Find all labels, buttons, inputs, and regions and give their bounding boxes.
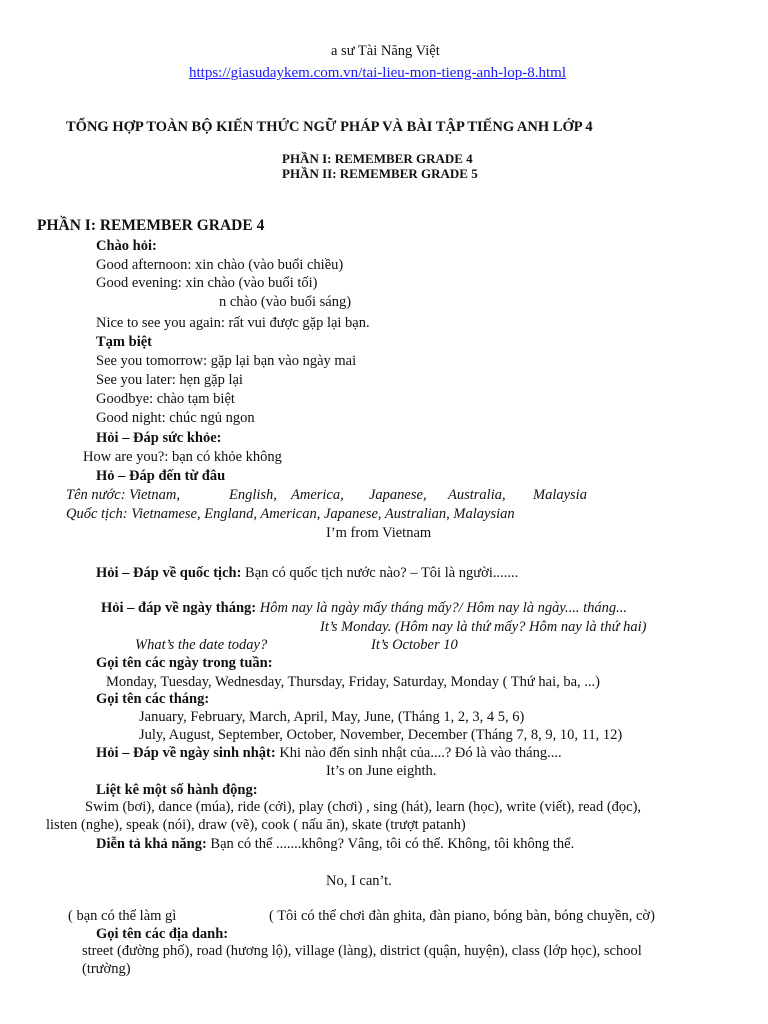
ability-left: ( bạn có thể làm gì bbox=[68, 908, 177, 924]
date-qa-text: Hôm nay là ngày mấy tháng mấy?/ Hôm nay là ngày.... tháng... bbox=[259, 600, 628, 616]
ability-heading: Diễn tả khả năng: bbox=[96, 836, 207, 852]
birthday-heading: Hỏi – Đáp về ngày sinh nhật: bbox=[96, 745, 276, 761]
weekdays-line: Monday, Tuesday, Wednesday, Thursday, Friday, Saturday, Monday ( Thứ hai, ba, ...) bbox=[106, 674, 600, 690]
document-title: TỔNG HỢP TOÀN BỘ KIẾN THỨC NGỮ PHÁP VÀ BÀI TẬP TIẾNG ANH LỚP 4 bbox=[66, 119, 593, 135]
birthday-qa bbox=[96, 744, 562, 762]
country-item: Japanese, bbox=[369, 487, 427, 503]
greeting-line: Good afternoon: xin chào (vào buổi chiều) bbox=[96, 257, 344, 273]
weekdays-heading: Gọi tên các ngày trong tuần: bbox=[96, 655, 273, 671]
greeting-line: Good evening: xin chào (vào buổi tối) bbox=[96, 275, 318, 291]
country-item: English, bbox=[229, 487, 277, 503]
country-item: Malaysia bbox=[533, 487, 587, 503]
health-line: How are you?: bạn có khỏe không bbox=[83, 449, 282, 465]
greeting-line: n chào (vào buổi sáng) bbox=[219, 294, 352, 310]
date-question: What’s the date today? bbox=[135, 637, 268, 653]
date-qa bbox=[101, 599, 627, 617]
nationality-qa-heading: Hỏi – Đáp về quốc tịch: bbox=[96, 565, 242, 581]
greeting-heading: Chào hỏi: bbox=[96, 238, 157, 254]
country-item: Australia, bbox=[448, 487, 506, 503]
nationality-qa bbox=[96, 564, 518, 582]
country-item: America, bbox=[291, 487, 344, 503]
origin-example: I’m from Vietnam bbox=[326, 525, 432, 541]
actions-line: Swim (bơi), dance (múa), ride (cởi), play (chơi) , sing (hát), learn (học), write (viết), read (đọc), bbox=[85, 799, 642, 815]
farewell-heading: Tạm biệt bbox=[96, 334, 152, 350]
places-line: street (đường phố), road (hương lộ), village (làng), district (quận, huyện), class (lớp học), school bbox=[82, 943, 642, 959]
farewell-line: See you tomorrow: gặp lại bạn vào ngày mai bbox=[96, 353, 357, 369]
health-heading: Hỏi – Đáp sức khỏe: bbox=[96, 430, 222, 446]
farewell-line: See you later: hẹn gặp lại bbox=[96, 372, 243, 388]
ability-text: Bạn có thể .......không? Vâng, tôi có thể. Không, tôi không thể. bbox=[210, 836, 575, 852]
actions-line: listen (nghe), speak (nói), draw (vẽ), cook ( nấu ăn), skate (trượt patanh) bbox=[46, 817, 466, 833]
toc-item-2: PHẦN II: REMEMBER GRADE 5 bbox=[282, 166, 478, 181]
months-line: January, February, March, April, May, June, (Tháng 1, 2, 3, 4 5, 6) bbox=[139, 709, 525, 725]
places-line: (trường) bbox=[82, 961, 131, 977]
toc-item-1: PHẦN I: REMEMBER GRADE 4 bbox=[282, 151, 473, 166]
origin-heading: Hỏ – Đáp đến từ đâu bbox=[96, 468, 226, 484]
source-link[interactable]: https://giasudaykem.com.vn/tai-lieu-mon-tieng-anh-lop-8.html bbox=[189, 65, 567, 81]
section-title: PHẦN I: REMEMBER GRADE 4 bbox=[37, 217, 265, 234]
months-line: July, August, September, October, November, December (Tháng 7, 8, 9, 10, 11, 12) bbox=[139, 727, 623, 743]
date-qa-heading: Hỏi – đáp về ngày tháng: bbox=[101, 600, 257, 616]
places-heading: Gọi tên các địa danh: bbox=[96, 926, 229, 942]
date-answer: It’s October 10 bbox=[371, 637, 458, 653]
ability-right: ( Tôi có thể chơi đàn ghita, đàn piano, bóng bàn, bóng chuyền, cờ) bbox=[269, 908, 655, 924]
months-heading: Gọi tên các tháng: bbox=[96, 691, 210, 707]
author-text: a sư Tài Năng Việt bbox=[331, 43, 440, 59]
birthday-answer: It’s on June eighth. bbox=[326, 763, 437, 779]
date-qa-line2: It’s Monday. (Hôm nay là thứ mấy? Hôm nay là thứ hai) bbox=[320, 619, 647, 635]
farewell-line: Good night: chúc ngủ ngon bbox=[96, 410, 255, 426]
greeting-line: Nice to see you again: rất vui được gặp lại bạn. bbox=[96, 315, 370, 331]
ability-qa bbox=[96, 835, 574, 853]
ability-answer: No, I can’t. bbox=[326, 873, 392, 889]
nationality-line: Quốc tịch: Vietnamese, England, American, Japanese, Australian, Malaysian bbox=[66, 506, 515, 522]
countries-label: Tên nước: Vietnam, bbox=[66, 487, 181, 503]
birthday-text: Khi nào đến sinh nhật của....? Đó là vào tháng.... bbox=[279, 745, 562, 761]
actions-heading: Liệt kê một số hành động: bbox=[96, 782, 258, 798]
farewell-line: Goodbye: chào tạm biệt bbox=[96, 391, 235, 407]
nationality-qa-text: Bạn có quốc tịch nước nào? – Tôi là người....... bbox=[245, 565, 519, 581]
